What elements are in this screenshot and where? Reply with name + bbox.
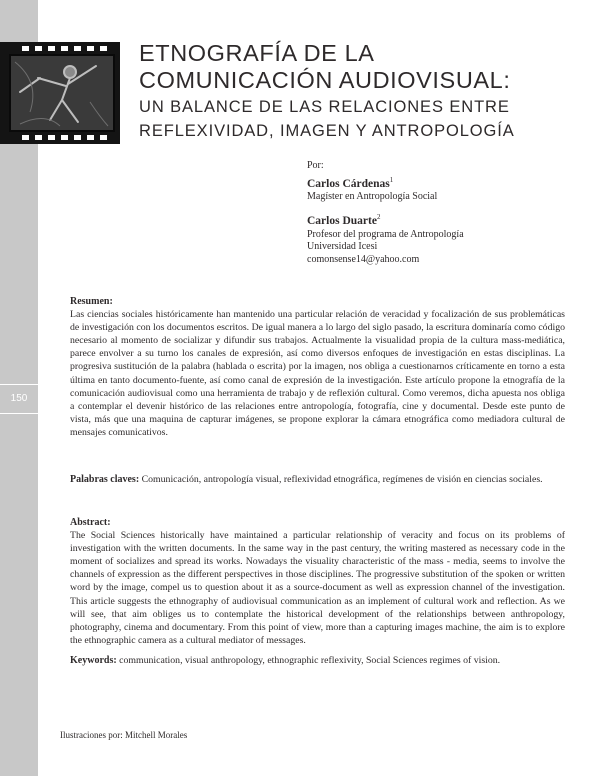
palabras-claves-heading: Palabras claves: bbox=[70, 474, 140, 485]
abstract-text: The Social Sciences historically have maintained a particular relationship of veracity and focus on its problems of investigation with the written documents. In the same way in the past century, the writing mastered as necessary code in the moment of socializes and spread its works. Nowadays the visuality characteristic of the mass - media, seems to involve the channels of expression as the different perspectives in those disciplines. The progressive substitution of the spoken or written word by the image, compel us to question about it as a source-document as well as expression channel of the investigation. This article suggests the ethnography of audiovisual communication as an implement of cultural work and reflection. As we will see, that aim obliges us to contemplate the historical development of the relationships between anthropology, photography, cinema and documentary. From this point of view, more than a capturing images machine, the aim is to explore the ethnographic camera as a cultural mediator of messages. bbox=[70, 530, 565, 646]
article-title bbox=[139, 40, 579, 94]
palabras-claves-section bbox=[70, 473, 565, 486]
illustration-credit: Ilustraciones por: Mitchell Morales bbox=[60, 730, 188, 740]
resumen-text: Las ciencias sociales históricamente han mantenido una particular relación de veracidad y focalización de sus problemáticas de investigación con los documentos escritos. De igual manera a lo largo del siglo pasado, la escritura dominaría como código necesario al momento de socializar y difundir sus trabajos. Actualmente la visualidad propia de la cultura mass-mediática, parece envolver a su turno los canales de expresión, así como diversos enfoques de investigación en estas disciplinas. La progresiva sustitución de la palabra (hablada o escrita) por la imagen, nos obliga a cuestionarnos críticamente en torno a esta última en tanto documento-fuente, así como canal de expresión de la investigación. Este artículo propone la etnografía de la comunicación audiovisual como una herramienta de trabajo y de reflexión cultural. Como veremos, dicha apuesta nos obliga a contemplar el devenir histórico de las relaciones entre antropología, fotografía, cine y documental. Desde este punto de vista, más que una maquina de capturar imágenes, se propone explorar la cámara etnográfica como mediadora cultural de mensajes comunicativos. bbox=[70, 309, 565, 438]
author-2-email: comonsense14@yahoo.com bbox=[307, 253, 420, 265]
by-label: Por: bbox=[307, 160, 324, 171]
resumen-section bbox=[70, 295, 565, 439]
subtitle-line-1: UN BALANCE DE LAS RELACIONES ENTRE bbox=[139, 98, 510, 116]
keywords-text: communication, visual anthropology, ethnographic reflexivity, Social Sciences regimes of vision. bbox=[119, 655, 501, 666]
author-1-name: Carlos Cárdenas$^1$ bbox=[307, 175, 394, 190]
abstract-section bbox=[70, 516, 565, 647]
subtitle-line-2: REFLEXIVIDAD, IMAGEN Y ANTROPOLOGÍA bbox=[139, 122, 515, 140]
keywords-heading: Keywords: bbox=[70, 655, 117, 666]
article-subtitle bbox=[139, 95, 589, 143]
author-1-role: Magíster en Antropología Social bbox=[307, 191, 438, 203]
author-block bbox=[307, 160, 557, 266]
keywords-section bbox=[70, 654, 565, 667]
title-line-2: COMUNICACIÓN AUDIOVISUAL: bbox=[139, 67, 511, 93]
palabras-claves-text: Comunicación, antropología visual, reflexividad etnográfica, regímenes de visión en ciencias sociales. bbox=[141, 474, 543, 485]
author-2-footnote: 2 bbox=[376, 212, 381, 221]
author-2-name: Carlos Duarte$^2$ bbox=[307, 212, 381, 227]
film-strip-illustration bbox=[0, 42, 120, 144]
title-line-1: ETNOGRAFÍA DE LA bbox=[139, 40, 375, 66]
resumen-heading: Resumen: bbox=[70, 296, 113, 307]
abstract-heading: Abstract: bbox=[70, 517, 111, 528]
author-1-footnote: 1 bbox=[389, 175, 394, 184]
author-2-institution: Universidad Icesi bbox=[307, 241, 378, 253]
page-number: 150 bbox=[0, 384, 38, 414]
author-2-role: Profesor del programa de Antropología bbox=[307, 228, 464, 240]
